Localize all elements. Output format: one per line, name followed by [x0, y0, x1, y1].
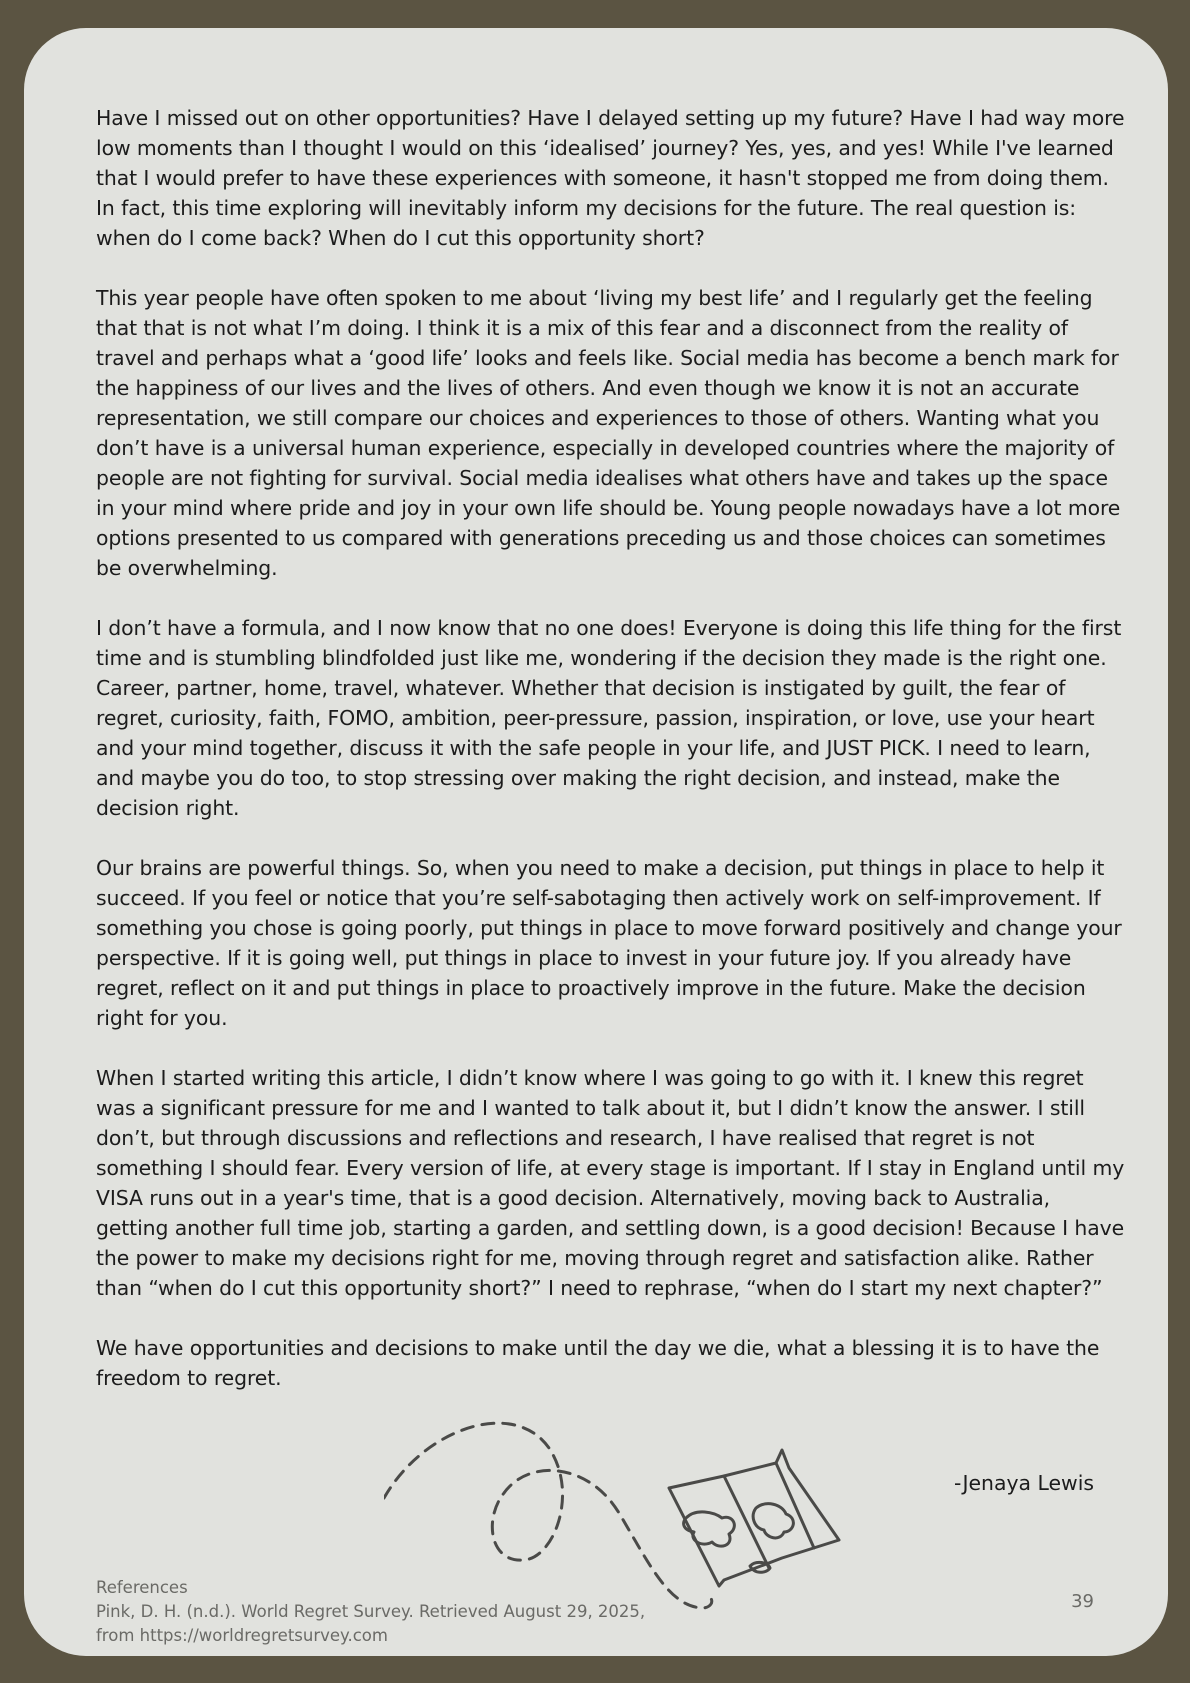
references-heading: References [96, 1578, 188, 1597]
page-card [24, 28, 1168, 1656]
article-paragraph-1: Have I missed out on other opportunities? Have I delayed setting up my future? Have I had way more low moments than I thought I would on this ‘idealised’ journey? Yes, yes, and yes! While I've learned that I would prefer to have these experiences with someone, it hasn't stopped me from doing them. In fact, this time exploring will inevitably inform my decisions for the future. The real question is: when do I come back? When do I cut this opportunity short? [96, 106, 1125, 250]
article-paragraph-3: I don’t have a formula, and I now know that no one does! Everyone is doing this life thing for the first time and is stumbling blindfolded just like me, wondering if the decision they made is the right one. Career, partner, home, travel, whatever. Whether that decision is instigated by guilt, the fear of regret, curiosity, faith, FOMO, ambition, peer-pressure, passion, inspiration, or love, use your heart and your mind together, discuss it with the safe people in your life, and JUST PICK. I need to learn, and maybe you do too, to stop stressing over making the right decision, and instead, make the decision right. [96, 616, 1122, 820]
article-paragraph-2: This year people have often spoken to me about ‘living my best life’ and I regularly get the feeling that that is not what I’m doing. I think it is a mix of this fear and a disconnect from the reality of travel and perhaps what a ‘good life’ looks and feels like. Social media has become a bench mark for the happiness of our lives and the lives of others. And even though we know it is not an accurate representation, we still compare our choices and experiences to those of others. Wanting what you don’t have is a universal human experience, especially in developed countries where the majority of people are not fighting for survival. Social media idealises what others have and takes up the space in your mind where pride and joy in your own life should be. Young people nowadays have a lot more options presented to us compared with generations preceding us and those choices can sometimes be overwhelming. [96, 286, 1121, 580]
reference-line-1: Pink, D. H. (n.d.). World Regret Survey. Retrieved August 29, 2025, [96, 1602, 646, 1621]
references [96, 1576, 716, 1648]
author-signature: -Jenaya Lewis [953, 1471, 1094, 1495]
reference-line-2: from https://worldregretsurvey.com [96, 1626, 388, 1645]
article-body [96, 103, 1126, 1393]
map-icon [669, 1450, 839, 1586]
article-paragraph-4: Our brains are powerful things. So, when you need to make a decision, put things in place to help it succeed. If you feel or notice that you’re self-sabotaging then actively work on self-improvement. If something you chose is going poorly, put things in place to move forward positively and change your perspective. If it is going well, put things in place to invest in your future joy. If you already have regret, reflect on it and put things in place to proactively improve in the future. Make the decision right for you. [96, 856, 1122, 1030]
page-number: 39 [1071, 1591, 1094, 1612]
article-paragraph-6: We have opportunities and decisions to make until the day we die, what a blessing it is to have the freedom to regret. [96, 1336, 1100, 1390]
article-paragraph-5: When I started writing this article, I didn’t know where I was going to go with it. I knew this regret was a significant pressure for me and I wanted to talk about it, but I didn’t know the answer. I still don’t, but through discussions and reflections and research, I have realised that regret is not something I should fear. Every version of life, at every stage is important. If I stay in England until my VISA runs out in a year's time, that is a good decision. Alternatively, moving back to Australia, getting another full time job, starting a garden, and settling down, is a good decision! Because I have the power to make my decisions right for me, moving through regret and satisfaction alike. Rather than “when do I cut this opportunity short?” I need to rephrase, “when do I start my next chapter?” [96, 1066, 1125, 1300]
